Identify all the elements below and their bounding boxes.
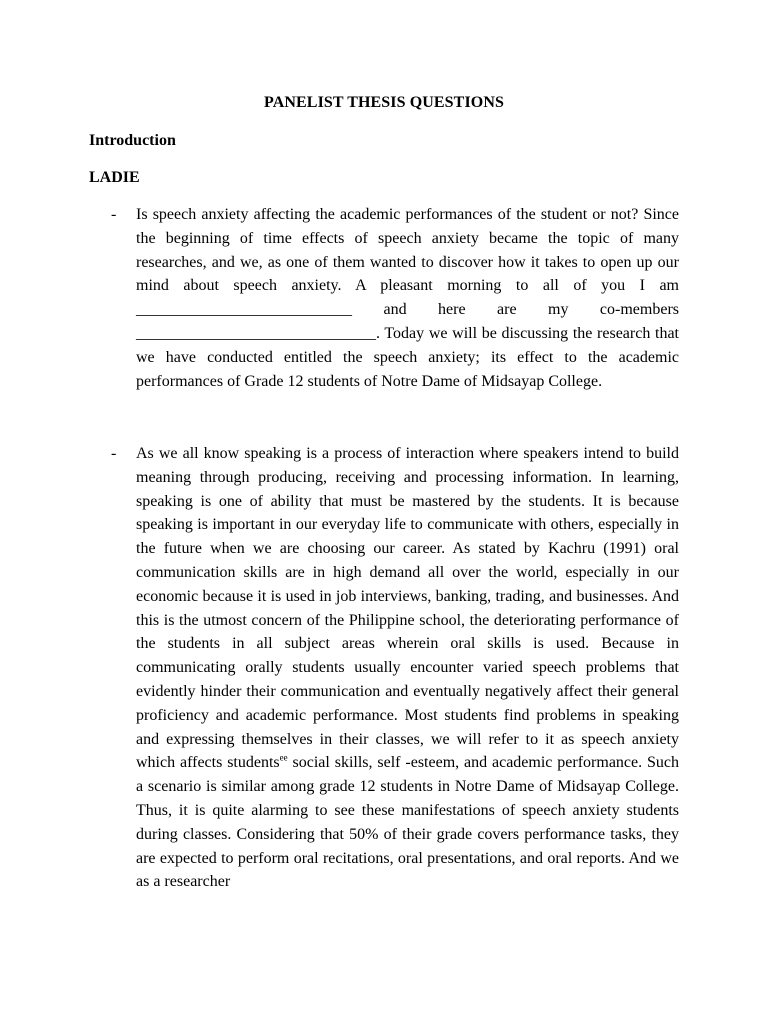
bullet-marker: -	[111, 445, 117, 462]
bullet-marker: -	[111, 206, 117, 223]
section-heading-introduction: Introduction	[89, 132, 176, 149]
paragraph-1: Is speech anxiety affecting the academic performances of the student or not? Since the beginning of time effects of speech anxiety became the topic of many researches, and we, as one of them wanted to discover how it takes to open up our mind about speech anxiety. A pleasant morning to all of you I am ___________________________ and here are my co-members ______________________________. Today we will be discussing the research that we have conducted entitled the speech anxiety; its effect to the academic performances of Grade 12 students of Notre Dame of Midsayap College.	[136, 206, 679, 390]
paragraph-2-part-a: As we all know speaking is a process of interaction where speakers intend to build meaning through producing, receiving and processing information. In learning, speaking is one of ability that must be mastered by the students. It is because speaking is important in our everyday life to communicate with others, especially in the future when we are choosing our career. As stated by Kachru (1991) oral communication skills are in high demand all over the world, especially in our economic because it is used in job interviews, banking, trading, and businesses. And this is the utmost concern of the Philippine school, the deteriorating performance of the students in all subject areas wherein oral skills is used. Because in communicating orally students usually encounter varied speech problems that evidently hinder their communication and eventually negatively affect their general proficiency and academic performance. Most students find problems in speaking and expressing themselves in their classes, we will refer to it as speech anxiety which affects students	[136, 445, 679, 772]
speaker-heading: LADIE	[89, 169, 140, 186]
document-title: PANELIST THESIS QUESTIONS	[264, 94, 504, 111]
paragraph-2-part-b: social skills, self -esteem, and academic performance. Such a scenario is similar among grade 12 students in Notre Dame of Midsayap College. Thus, it is quite alarming to see these manifestations of speech anxiety students during classes. Considering that 50% of their grade covers performance tasks, they are expected to perform oral recitations, oral presentations, and oral reports. And we as a researcher	[136, 754, 680, 891]
paragraph-2-superscript: ee	[279, 753, 288, 764]
paragraph-2	[136, 442, 679, 894]
